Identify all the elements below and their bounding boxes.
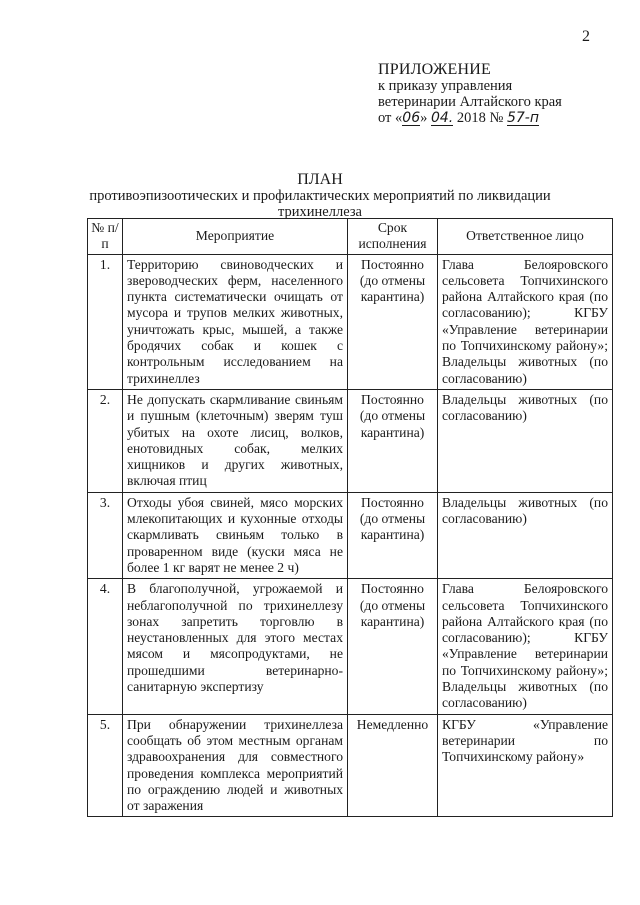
- table-row: [88, 254, 613, 389]
- row-num: 3.: [88, 492, 123, 578]
- date-prefix: от «: [378, 110, 403, 126]
- date-month-handwritten: 04.: [430, 110, 454, 126]
- row-term: Постоянно (до отмены карантина): [348, 254, 438, 389]
- appendix-line-department: ветеринарии Алтайского края: [378, 94, 562, 110]
- row-activity: Не допускать скармливание свиньям и пушным (клеточным) зверям туш убитых на охоте лисиц, волков, енотовидных собак, мелких хищников и других животных, включая птиц: [123, 389, 348, 492]
- row-num: 1.: [88, 254, 123, 389]
- plan-subtitle-line2: трихинеллеза: [278, 204, 362, 220]
- table-row: [88, 492, 613, 578]
- plan-subtitle-line1: противоэпизоотических и профилактических мероприятий по ликвидации: [89, 188, 551, 204]
- row-activity: В благополучной, угрожаемой и неблагополучной по трихинеллезу зонах запретить торговлю в неустановленных для этого местах мясом и мясопродуктами, не прошедшими ветеринарно-санитарную экспертизу: [123, 579, 348, 714]
- order-number-handwritten: 57-п: [506, 110, 539, 126]
- header-num: № п/п: [88, 219, 123, 255]
- row-activity: Территорию свиноводческих и звероводческих ферм, населенного пункта систематически очищать от мусора и трупов мелких животных, уничтожать крыс, мышей, а также бродячих собак и кошек с контрольным исследованием на трихинеллез: [123, 254, 348, 389]
- header-activity: Мероприятие: [123, 219, 348, 255]
- appendix-date-line: [378, 110, 562, 126]
- page-number: 2: [582, 28, 590, 45]
- row-activity: При обнаружении трихинеллеза сообщать об этом местным органам здравоохранения для совместного проведения комплекса мероприятий по ограждению людей и животных от заражения: [123, 714, 348, 817]
- plan-title: ПЛАН: [297, 171, 343, 188]
- row-term: Постоянно (до отмены карантина): [348, 579, 438, 714]
- table-header-row: [88, 219, 613, 255]
- row-num: 2.: [88, 389, 123, 492]
- header-responsible: Ответственное лицо: [438, 219, 613, 255]
- row-term: Постоянно (до отмены карантина): [348, 389, 438, 492]
- row-term: Постоянно (до отмены карантина): [348, 492, 438, 578]
- table-row: [88, 389, 613, 492]
- row-term: Немедленно: [348, 714, 438, 817]
- row-activity: Отходы убоя свиней, мясо морских млекопитающих и кухонные отходы скармливать свиньям только в проваренном виде (куски мяса не более 1 кг варят не менее 2 ч): [123, 492, 348, 578]
- row-responsible: Глава Белояровского сельсовета Топчихинского района Алтайского края (по согласованию); КГБУ «Управление ветеринарии по Топчихинскому району»; Владельцы животных (по согласованию): [438, 254, 613, 389]
- table-row: [88, 579, 613, 714]
- document-heading: [0, 172, 640, 220]
- plan-table: [87, 218, 613, 817]
- row-responsible: Владельцы животных (по согласованию): [438, 492, 613, 578]
- appendix-title: ПРИЛОЖЕНИЕ: [378, 61, 492, 78]
- row-responsible: КГБУ «Управление ветеринарии по Топчихинскому району»: [438, 714, 613, 817]
- date-year: 2018 №: [456, 110, 504, 126]
- table-row: [88, 714, 613, 817]
- appendix-block: [378, 62, 562, 126]
- date-mid: »: [420, 110, 428, 126]
- appendix-line-order: к приказу управления: [378, 78, 513, 94]
- row-num: 4.: [88, 579, 123, 714]
- header-term: Срок исполнения: [348, 219, 438, 255]
- row-responsible: Владельцы животных (по согласованию): [438, 389, 613, 492]
- row-responsible: Глава Белояровского сельсовета Топчихинского района Алтайского края (по согласованию); КГБУ «Управление ветеринарии по Топчихинскому району»; Владельцы животных (по согласованию): [438, 579, 613, 714]
- row-num: 5.: [88, 714, 123, 817]
- date-day-handwritten: 06: [402, 110, 421, 126]
